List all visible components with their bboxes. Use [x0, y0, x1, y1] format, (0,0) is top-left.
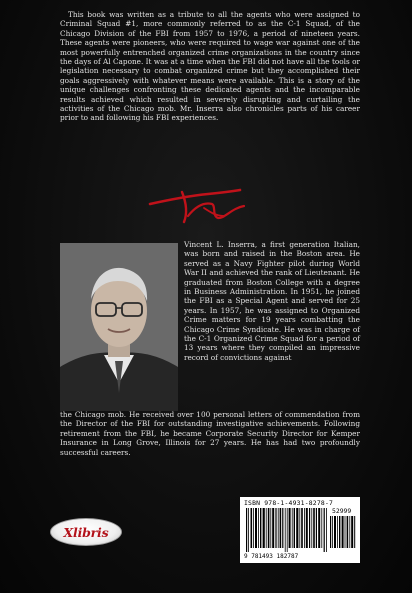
- author-photo: [60, 243, 178, 411]
- price-code: 52999: [332, 507, 352, 515]
- signature-scrawl-icon: [148, 186, 258, 226]
- blurb-text: This book was written as a tribute to all the agents who were assigned to Criminal Squad #1, more commonly referred to as the C-1 Squad, of the Chicago Division of the FBI from 1957 to 1976, a period of nineteen years. These agents were pioneers, who were required to wage war against one of the most powerfully entrenched organized crime organizations in the country since the days of Al Capone. It was at a time when the FBI did not have all the tools or legislation necessary to combat organized crime but they accomplished their goals aggressively with whatever means were available. This is a story of the unique challenges confronting these dedicated agents and the incomparable results achieved which resulted in severely disrupting and curtailing the activities of the Chicago mob. Mr. Inserra also chronicles parts of his career prior to and following his FBI experiences.: [60, 10, 360, 123]
- publisher-logo: [50, 518, 122, 546]
- author-bio-continued: the Chicago mob. He received over 100 personal letters of commendation from the Director of the FBI for outstanding investigative achievements. Following retirement from the FBI, he became Corporate Security Director for Kemper Insurance in Long Grove, Illinois for 27 years. He has had two profoundly successful careers.: [60, 410, 360, 457]
- author-portrait-icon: [60, 243, 178, 411]
- price-barcode-icon: [330, 516, 356, 548]
- barcode-icon: [246, 508, 328, 552]
- barcode-digits: 9 781493 182787: [244, 553, 299, 560]
- isbn-number: ISBN 978-1-4931-8278-7: [244, 499, 334, 507]
- publisher-logo-text: Xlibris: [63, 524, 109, 540]
- author-bio-column: Vincent L. Inserra, a first generation Italian, was born and raised in the Boston area. He served as a Navy Fighter pilot during World War II and achieved the rank of Lieutenant. He graduated from Boston College with a degree in Business Administration. In 1951, he joined the FBI as a Special Agent and served for 25 years. In 1957, he was assigned to Organized Crime matters for 19 years combatting the Chicago Crime Syndicate. He was in charge of the C-1 Organized Crime Squad for a period of 13 years where they compiled an impressive record of convictions against: [184, 240, 360, 362]
- isbn-barcode: [240, 497, 360, 563]
